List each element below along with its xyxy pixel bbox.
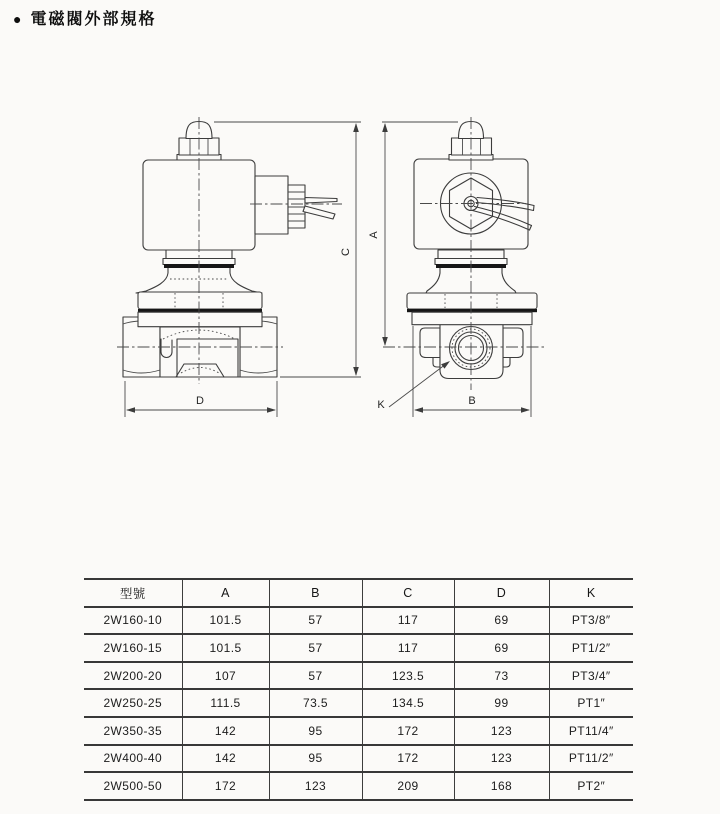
hex-nut bbox=[452, 138, 492, 155]
terminal-blade bbox=[303, 206, 335, 219]
dimension-d bbox=[125, 381, 277, 417]
col-header-a: A bbox=[182, 579, 269, 607]
spec-row bbox=[84, 745, 633, 773]
cell-a: 142 bbox=[182, 717, 269, 745]
dim-label-c: C bbox=[340, 248, 352, 256]
cell-c: 123.5 bbox=[362, 662, 454, 690]
spec-row bbox=[84, 662, 633, 690]
col-header-d: D bbox=[454, 579, 549, 607]
flange-upper bbox=[138, 292, 262, 309]
cell-k: PT1″ bbox=[549, 689, 633, 717]
spec-row bbox=[84, 634, 633, 662]
cell-k: PT3/8″ bbox=[549, 607, 633, 635]
dimension-k bbox=[377, 361, 450, 411]
cell-c: 117 bbox=[362, 607, 454, 635]
valve-front-view bbox=[368, 117, 545, 417]
cell-model: 2W500-50 bbox=[84, 772, 182, 800]
col-header-k: K bbox=[549, 579, 633, 607]
cell-model: 2W250-25 bbox=[84, 689, 182, 717]
cell-c: 134.5 bbox=[362, 689, 454, 717]
spec-table bbox=[84, 578, 633, 801]
page-title: 電磁閥外部規格 bbox=[30, 11, 157, 28]
dim-label-k: K bbox=[377, 399, 385, 411]
cell-a: 101.5 bbox=[182, 607, 269, 635]
cell-c: 172 bbox=[362, 717, 454, 745]
cell-b: 95 bbox=[269, 745, 362, 773]
spec-header-row bbox=[84, 579, 633, 607]
terminal-blade bbox=[305, 198, 337, 204]
col-header-c: C bbox=[362, 579, 454, 607]
cell-a: 142 bbox=[182, 745, 269, 773]
cell-model: 2W400-40 bbox=[84, 745, 182, 773]
dim-label-b: B bbox=[468, 395, 476, 407]
flange-lower bbox=[412, 312, 532, 325]
cell-b: 95 bbox=[269, 717, 362, 745]
cell-d: 69 bbox=[454, 634, 549, 662]
cell-d: 69 bbox=[454, 607, 549, 635]
flange-lower bbox=[138, 312, 262, 327]
cell-d: 123 bbox=[454, 745, 549, 773]
cell-b: 123 bbox=[269, 772, 362, 800]
spec-row bbox=[84, 772, 633, 800]
spec-row bbox=[84, 717, 633, 745]
cell-model: 2W160-10 bbox=[84, 607, 182, 635]
cell-model: 2W350-35 bbox=[84, 717, 182, 745]
body-wing-right bbox=[503, 328, 523, 367]
col-header-model: 型號 bbox=[84, 579, 182, 607]
cell-b: 73.5 bbox=[269, 689, 362, 717]
cell-a: 111.5 bbox=[182, 689, 269, 717]
cell-c: 117 bbox=[362, 634, 454, 662]
body-wing-left bbox=[420, 328, 440, 367]
cell-a: 107 bbox=[182, 662, 269, 690]
cell-model: 2W160-15 bbox=[84, 634, 182, 662]
cell-k: PT11/4″ bbox=[549, 717, 633, 745]
cell-d: 168 bbox=[454, 772, 549, 800]
cell-k: PT1/2″ bbox=[549, 634, 633, 662]
cell-b: 57 bbox=[269, 607, 362, 635]
cell-b: 57 bbox=[269, 634, 362, 662]
cell-d: 123 bbox=[454, 717, 549, 745]
cell-k: PT3/4″ bbox=[549, 662, 633, 690]
bullet-icon: ● bbox=[13, 10, 22, 27]
col-header-b: B bbox=[269, 579, 362, 607]
dim-label-d: D bbox=[196, 395, 204, 407]
cell-k: PT11/2″ bbox=[549, 745, 633, 773]
spec-row bbox=[84, 607, 633, 635]
cell-c: 172 bbox=[362, 745, 454, 773]
cell-model: 2W200-20 bbox=[84, 662, 182, 690]
flange-upper bbox=[407, 293, 537, 309]
valve-side-view bbox=[117, 117, 361, 417]
cell-a: 172 bbox=[182, 772, 269, 800]
cell-a: 101.5 bbox=[182, 634, 269, 662]
dim-label-a: A bbox=[368, 231, 380, 239]
cell-d: 99 bbox=[454, 689, 549, 717]
cell-c: 209 bbox=[362, 772, 454, 800]
cell-b: 57 bbox=[269, 662, 362, 690]
cable-gland bbox=[288, 185, 305, 228]
cell-d: 73 bbox=[454, 662, 549, 690]
cell-k: PT2″ bbox=[549, 772, 633, 800]
connector-housing bbox=[255, 176, 288, 234]
spec-row bbox=[84, 689, 633, 717]
